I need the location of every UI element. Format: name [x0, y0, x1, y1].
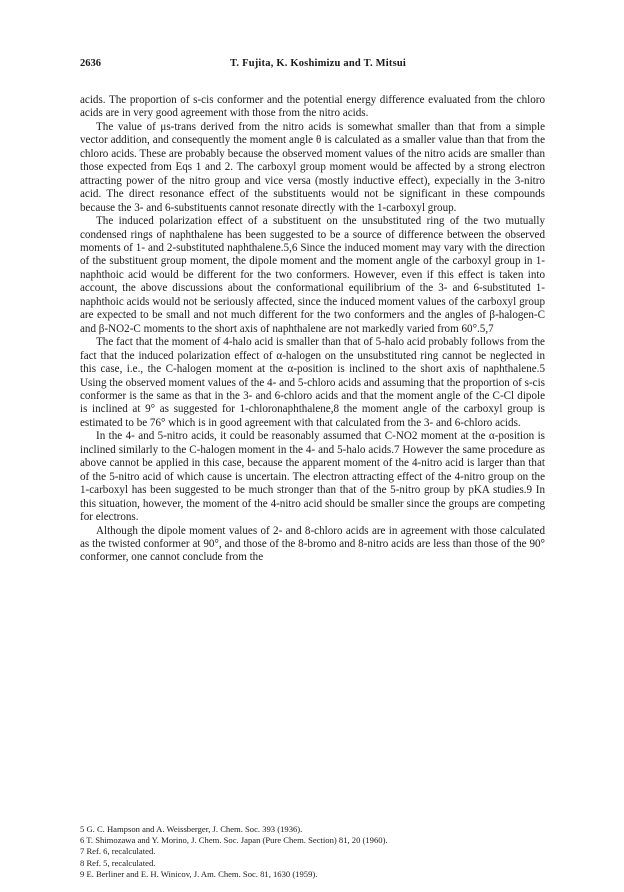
- footnote: 6 T. Shimozawa and Y. Morino, J. Chem. Soc. Japan (Pure Chem. Section) 81, 20 (1960).: [80, 835, 388, 846]
- paragraph-induced-polarization: The induced polarization effect of a substituent on the unsubstituted ring of the two mutually condensed rings of naphthalene has been suggested to be a source of difference between the observed moments of 1- and 2-substituted naphthalene.5,6 Since the induced moment may vary with the direction of the substituent group moment, the dipole moment and the moment angle of the carboxyl group in 1-naphthoic acid would be different for the two conformers. However, even if this effect is taken into account, the above discussions about the conformational equilibrium of the 3- and 6-substituted 1-naphthoic acids would not be seriously affected, since the induced moment values of the carboxyl group are expected to be small and not much different for the two conformers and the angles of β-halogen-C and β-NO2-C moments to the short axis of naphthalene are not markedly varied from 60°.5,7: [80, 215, 545, 335]
- paragraph-nitro-acids: In the 4- and 5-nitro acids, it could be reasonably assumed that C-NO2 moment at the α-position is inclined similarly to the C-halogen moment in the 4- and 5-halo acids.7 However the same procedure as above cannot be applied in this case, because the apparent moment of the 4-nitro acid is larger than that of the 5-nitro acid of which cause is uncertain. The electron attracting effect of the 4-nitro group on the 1-carboxyl has been suggested to be much stronger than that of the 5-nitro group by pKA studies.9 In this situation, however, the moment of the 4-nitro acid should be smaller since the groups are competing for electrons.: [80, 430, 545, 524]
- footnote: 5 G. C. Hampson and A. Weissberger, J. Chem. Soc. 393 (1936).: [80, 824, 303, 834]
- paragraph-4-halo-acid: The fact that the moment of 4-halo acid is smaller than that of 5-halo acid probably follows from the fact that the induced polarization effect of α-halogen on the unsubstituted ring cannot be neglected in this case, i.e., the C-halogen moment at the α-position is inclined to the short axis of naphthalene.5 Using the observed moment values of the 4- and 5-chloro acids and assuming that the proportion of s-cis conformer is the same as that in the 3- and 6-chloro acids and that the moment angle of the C-Cl dipole is inclined at 9° as suggested for 1-chloronaphthalene,8 the moment angle of the carboxyl group is estimated to be 76° which is in good agreement with that calculated from the 3- and 6-chloro acids.: [80, 336, 545, 429]
- paragraph-continuation: acids. The proportion of s-cis conformer and the potential energy difference evaluated from the chloro acids are in very good agreement with those from the nitro acids.: [80, 94, 545, 120]
- footnote: 7 Ref. 6, recalculated.: [80, 846, 156, 857]
- page-header: [80, 58, 545, 74]
- footnote: 8 Ref. 5, recalculated.: [80, 857, 156, 868]
- footnotes: [80, 824, 545, 880]
- paragraph-nitro-moment: The value of μs-trans derived from the nitro acids is somewhat smaller than that from a simple vector addition, and consequently the moment angle θ is calculated as a smaller value than that from the chloro acids. These are probably because the observed moment values of the nitro acids are smaller than those expected from Eqs 1 and 2. The carboxyl group moment would be affected by a strong electron attracting power of the nitro group and vice versa (mostly inductive effect), expecially in the 3-nitro acid. The direct resonance effect of the substituents would not be significant in these compounds because the 3- and 6-substituents cannot resonate directly with the 1-carboxyl group.: [80, 120, 545, 214]
- body-text: [80, 94, 545, 565]
- page-number: 2636: [80, 58, 101, 69]
- running-title: T. Fujita, K. Koshimizu and T. Mitsui: [230, 58, 407, 69]
- paragraph-dipole-values: Although the dipole moment values of 2- and 8-chloro acids are in agreement with those calculated as the twisted conformer at 90°, and those of the 8-bromo and 8-nitro acids are less than those of the 90° conformer, one cannot conclude from the: [80, 524, 545, 564]
- footnote: 9 E. Berliner and E. H. Winicov, J. Am. Chem. Soc. 81, 1630 (1959).: [80, 868, 318, 879]
